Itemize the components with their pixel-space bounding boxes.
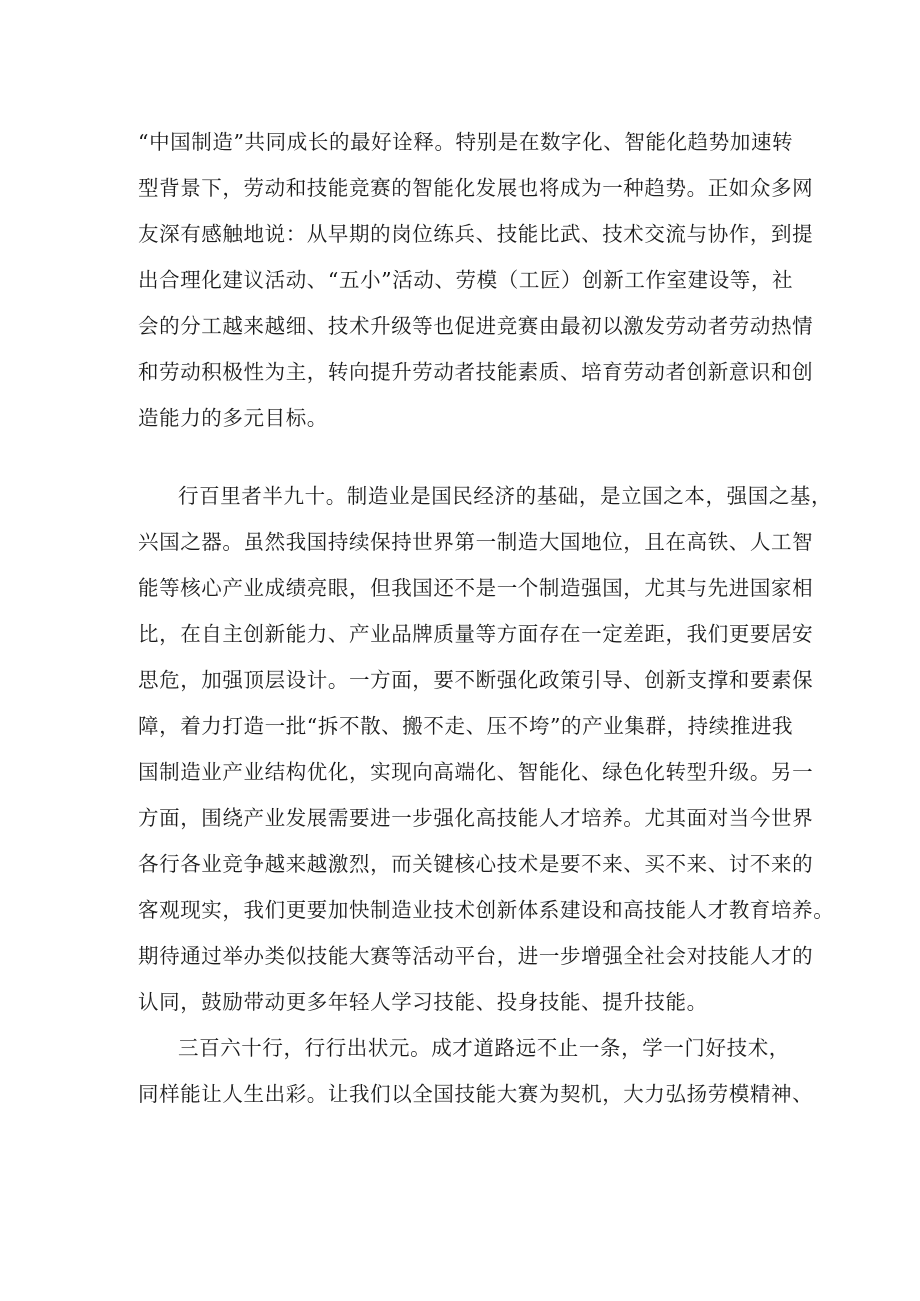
text-line: 各行各业竞争越来越激烈，而关键核心技术是要不来、买不来、讨不来的 xyxy=(138,852,814,876)
text-line: 期待通过举办类似技能大赛等活动平台，进一步增强全社会对技能人才的 xyxy=(138,944,814,968)
text-line: 兴国之器。虽然我国持续保持世界第一制造大国地位，且在高铁、人工智 xyxy=(138,530,814,554)
text-line: 能等核心产业成绩亮眼，但我国还不是一个制造强国，尤其与先进国家相 xyxy=(138,576,814,600)
text-line: 友深有感触地说：从早期的岗位练兵、技能比武、技术交流与协作，到提 xyxy=(138,222,814,246)
text-line: 三百六十行，行行出状元。成才道路远不止一条，学一门好技术， xyxy=(178,1036,790,1060)
text-line: 行百里者半九十。制造业是国民经济的基础，是立国之本，强国之基， xyxy=(178,484,833,508)
text-line: 型背景下，劳动和技能竞赛的智能化发展也将成为一种趋势。正如众多网 xyxy=(138,176,814,200)
text-line: 比，在自主创新能力、产业品牌质量等方面存在一定差距，我们更要居安 xyxy=(138,622,814,646)
text-line: 国制造业产业结构优化，实现向高端化、智能化、绿色化转型升级。另一 xyxy=(138,760,814,784)
text-line: 出合理化建议活动、“五小”活动、劳模（工匠）创新工作室建设等，社 xyxy=(138,268,794,292)
text-line: “中国制造”共同成长的最好诠释。特别是在数字化、智能化趋势加速转 xyxy=(138,130,794,154)
text-line: 和劳动积极性为主，转向提升劳动者技能素质、培育劳动者创新意识和创 xyxy=(138,360,814,384)
text-line: 会的分工越来越细、技术升级等也促进竞赛由最初以激发劳动者劳动热情 xyxy=(138,314,814,338)
text-line: 障，着力打造一批“拆不散、搬不走、压不垮”的产业集群，持续推进我 xyxy=(138,714,794,738)
text-line: 方面，围绕产业发展需要进一步强化高技能人才培养。尤其面对当今世界 xyxy=(138,806,814,830)
text-line: 客观现实，我们更要加快制造业技术创新体系建设和高技能人才教育培养。 xyxy=(138,898,835,922)
text-line: 认同，鼓励带动更多年轻人学习技能、投身技能、提升技能。 xyxy=(138,990,708,1014)
text-line: 造能力的多元目标。 xyxy=(138,406,328,430)
text-line: 同样能让人生出彩。让我们以全国技能大赛为契机，大力弘扬劳模精神、 xyxy=(138,1082,814,1106)
text-line: 思危，加强顶层设计。一方面，要不断强化政策引导、创新支撑和要素保 xyxy=(138,668,814,692)
